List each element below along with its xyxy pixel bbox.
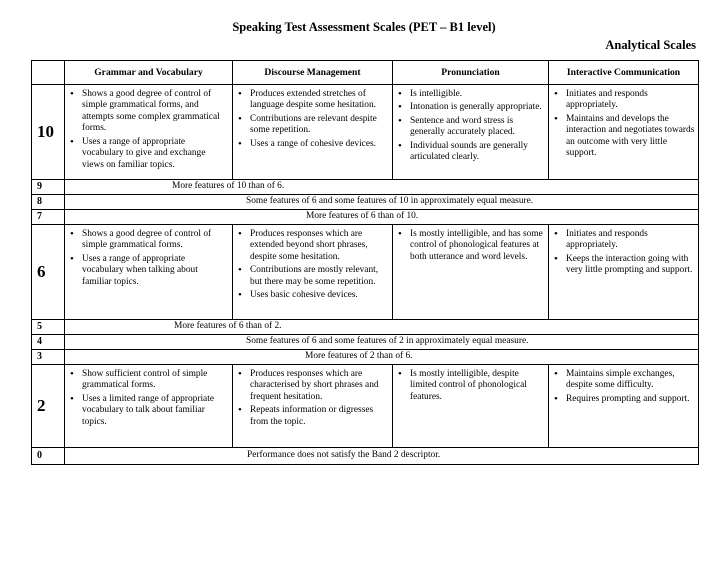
list-item: • Contributions are mostly relevant, but there may be some repetition. [233,265,389,288]
list-item: • Maintains simple exchanges, despite some difficulty. [549,369,695,392]
band-10-row [32,85,699,180]
page-subtitle: Analytical Scales [605,38,696,52]
band-10-grammar [65,85,233,180]
band-3-row [32,350,699,365]
band-5-row [32,320,699,335]
list-item: • Uses basic cohesive devices. [233,290,389,301]
header-band [32,61,65,85]
band-9-desc: More features of 10 than of 6. [172,181,285,192]
list-item: • Uses a range of appropriate vocabulary when talking about familiar topics. [65,254,229,288]
list-item: • Contributions are relevant despite some repetition. [233,114,389,137]
list-item: • Initiates and responds appropriately. [549,229,695,252]
list-item: • Is intelligible. [393,89,545,100]
header-row [32,61,699,85]
list-item: • Produces responses which are characterised by short phrases and frequent hesitation. [233,369,389,403]
list-item: • Individual sounds are generally articulated clearly. [393,141,545,164]
band-3-text [65,350,699,365]
band-0-desc: Performance does not satisfy the Band 2 descriptor. [247,450,441,461]
list-item: • Maintains and develops the interaction and negotiates towards an outcome with very little support. [549,114,695,160]
band-10-label: 10 [32,85,65,180]
list-item: • Initiates and responds appropriately. [549,89,695,112]
band-7-text [65,210,699,225]
band-7-desc: More features of 6 than of 10. [306,211,419,222]
list-item: • Keeps the interaction going with very little prompting and support. [549,254,695,277]
band-7-label: 7 [32,210,65,225]
band-6-grammar [65,225,233,320]
list-item: • Produces responses which are extended beyond short phrases, despite some hesitation. [233,229,389,263]
band-0-label: 0 [32,448,65,465]
list-item: • Produces extended stretches of language despite some hesitation. [233,89,389,112]
header-discourse: Discourse Management [233,61,393,85]
header-interactive: Interactive Communication [549,61,699,85]
band-2-grammar [65,365,233,448]
band-8-row [32,195,699,210]
band-6-interactive [549,225,699,320]
band-8-label: 8 [32,195,65,210]
band-5-label: 5 [32,320,65,335]
band-4-label: 4 [32,335,65,350]
band-9-row [32,180,699,195]
band-0-text [65,448,699,465]
band-8-desc: Some features of 6 and some features of 10 in approximately equal measure. [246,196,534,207]
list-item: • Intonation is generally appropriate. [393,102,545,113]
band-10-discourse [233,85,393,180]
band-10-pronunciation [393,85,549,180]
header-grammar: Grammar and Vocabulary [65,61,233,85]
list-item: • Uses a range of appropriate vocabulary to give and exchange views on familiar topics. [65,137,229,171]
band-2-pronunciation [393,365,549,448]
list-item: • Repeats information or digresses from the topic. [233,405,389,428]
band-6-label: 6 [32,225,65,320]
header-pronunciation: Pronunciation [393,61,549,85]
band-5-desc: More features of 6 than of 2. [174,321,282,332]
band-0-row [32,448,699,465]
band-2-discourse [233,365,393,448]
list-item: • Requires prompting and support. [549,394,695,405]
band-3-desc: More features of 2 than of 6. [305,351,413,362]
band-9-text [65,180,699,195]
band-3-label: 3 [32,350,65,365]
band-2-row [32,365,699,448]
list-item: • Shows a good degree of control of simple grammatical forms, and attempts some complex grammatical forms. [65,89,229,135]
band-2-label: 2 [32,365,65,448]
band-7-row [32,210,699,225]
list-item: • Is mostly intelligible, despite limited control of phonological features. [393,369,545,403]
list-item: • Uses a range of cohesive devices. [233,139,389,150]
page-title: Speaking Test Assessment Scales (PET – B1 level) [232,20,496,34]
band-2-interactive [549,365,699,448]
band-9-label: 9 [32,180,65,195]
list-item: • Show sufficient control of simple grammatical forms. [65,369,229,392]
band-6-discourse [233,225,393,320]
list-item: • Is mostly intelligible, and has some control of phonological features at both utterance and word levels. [393,229,545,263]
band-8-text [65,195,699,210]
band-6-row [32,225,699,320]
assessment-table [31,60,699,465]
band-5-text [65,320,699,335]
band-4-row [32,335,699,350]
band-4-text [65,335,699,350]
band-4-desc: Some features of 6 and some features of 2 in approximately equal measure. [246,336,529,347]
list-item: • Uses a limited range of appropriate vocabulary to talk about familiar topics. [65,394,229,428]
list-item: • Shows a good degree of control of simple grammatical forms. [65,229,229,252]
list-item: • Sentence and word stress is generally accurately placed. [393,116,545,139]
band-6-pronunciation [393,225,549,320]
band-10-interactive [549,85,699,180]
